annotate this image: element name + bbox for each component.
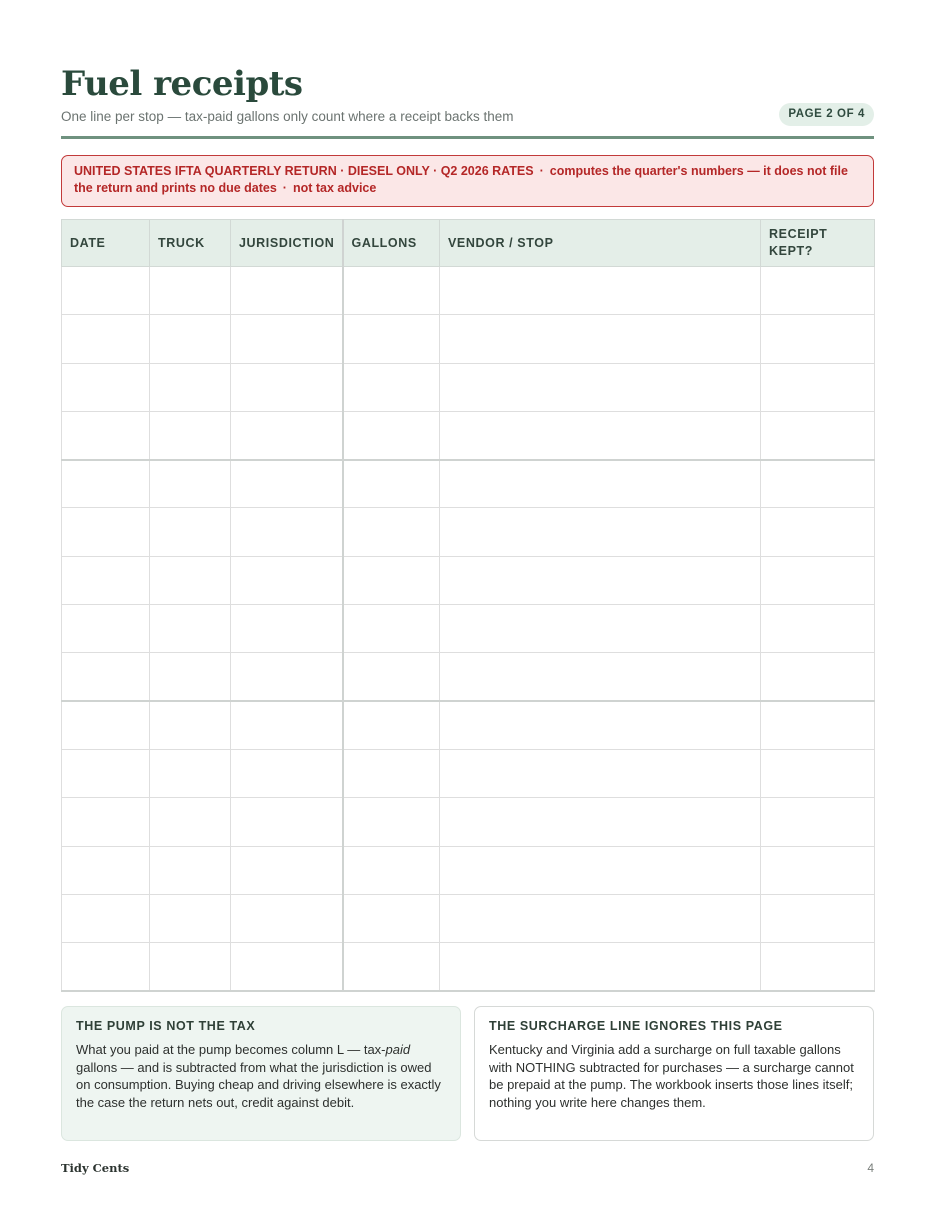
cell-jurisdiction [231,894,343,942]
table-row [62,460,875,508]
cell-truck [150,798,231,846]
cell-gallons [343,605,440,653]
cell-truck [150,508,231,556]
cell-jurisdiction [231,363,343,411]
cell-gallons [343,749,440,797]
disclaimer-banner: UNITED STATES IFTA QUARTERLY RETURN · DIESEL ONLY · Q2 2026 RATES · computes the quarter's numbers — it does not file the return and prints no due dates · not tax advice [61,155,874,207]
cell-vendor-stop [440,943,761,991]
header-rule [61,136,874,139]
cell-receipt-kept [761,846,875,894]
cell-vendor-stop [440,701,761,749]
cell-truck [150,943,231,991]
cell-receipt-kept [761,363,875,411]
note-body: Kentucky and Virginia add a surcharge on full taxable gallons with NOTHING subtracted for purchases — a surcharge cannot be prepaid at the pump. The workbook inserts those lines itself; nothing you write here changes them. [489,1042,854,1110]
cell-gallons [343,556,440,604]
cell-truck [150,605,231,653]
cell-date [62,508,150,556]
cell-vendor-stop [440,363,761,411]
cell-jurisdiction [231,508,343,556]
cell-jurisdiction [231,653,343,701]
column-header-date: DATE [62,220,150,267]
cell-vendor-stop [440,798,761,846]
cell-jurisdiction [231,605,343,653]
cell-receipt-kept [761,894,875,942]
table-header-row [62,220,875,267]
footer-brand: Tidy Cents [61,1161,130,1175]
note-title: THE SURCHARGE LINE IGNORES THIS PAGE [489,1019,783,1033]
cell-receipt-kept [761,411,875,459]
cell-gallons [343,701,440,749]
table-row [62,605,875,653]
cell-date [62,701,150,749]
note-pump-not-tax [61,1006,461,1141]
cell-vendor-stop [440,315,761,363]
cell-jurisdiction [231,267,343,315]
column-header-jurisdiction: JURISDICTION [231,220,343,267]
cell-date [62,605,150,653]
cell-truck [150,894,231,942]
cell-vendor-stop [440,460,761,508]
cell-gallons [343,267,440,315]
cell-jurisdiction [231,846,343,894]
note-title: THE PUMP IS NOT THE TAX [76,1019,256,1033]
cell-date [62,846,150,894]
table-row [62,701,875,749]
cell-date [62,943,150,991]
footer-page-number: 4 [867,1161,874,1175]
cell-receipt-kept [761,605,875,653]
table-row [62,363,875,411]
cell-gallons [343,315,440,363]
cell-gallons [343,460,440,508]
cell-gallons [343,363,440,411]
cell-receipt-kept [761,508,875,556]
table-row [62,653,875,701]
cell-vendor-stop [440,894,761,942]
cell-date [62,363,150,411]
table-row [62,749,875,797]
fuel-receipts-table [61,219,875,992]
cell-date [62,653,150,701]
cell-gallons [343,894,440,942]
note-body: What you paid at the pump becomes column L — tax-paid gallons — and is subtracted from what the jurisdiction is owed on consumption. Buying cheap and driving elsewhere is exactly the case the return nets out, credit against debit. [76,1042,441,1110]
cell-receipt-kept [761,315,875,363]
cell-truck [150,701,231,749]
cell-date [62,267,150,315]
table-row [62,846,875,894]
table-row [62,798,875,846]
cell-vendor-stop [440,411,761,459]
page-subtitle: One line per stop — tax-paid gallons only count where a receipt backs them [61,109,514,124]
disclaimer-computes: computes the quarter's numbers — it does not file the return and prints no due dates [74,164,848,195]
note-surcharge [474,1006,874,1141]
cell-receipt-kept [761,653,875,701]
cell-date [62,556,150,604]
cell-vendor-stop [440,556,761,604]
cell-gallons [343,508,440,556]
cell-jurisdiction [231,460,343,508]
page-title: Fuel receipts [61,64,303,104]
cell-vendor-stop [440,653,761,701]
column-header-truck: TRUCK [150,220,231,267]
cell-vendor-stop [440,508,761,556]
cell-vendor-stop [440,605,761,653]
cell-gallons [343,943,440,991]
cell-truck [150,411,231,459]
cell-truck [150,653,231,701]
cell-truck [150,749,231,797]
table-row [62,315,875,363]
cell-truck [150,315,231,363]
cell-jurisdiction [231,749,343,797]
cell-jurisdiction [231,556,343,604]
cell-gallons [343,411,440,459]
cell-date [62,411,150,459]
disclaimer-not-advice: not tax advice [292,181,377,195]
cell-jurisdiction [231,701,343,749]
cell-gallons [343,846,440,894]
column-header-vendor-stop: VENDOR / STOP [440,220,761,267]
table-row [62,508,875,556]
table-row [62,411,875,459]
cell-truck [150,556,231,604]
table-row [62,894,875,942]
cell-date [62,315,150,363]
column-header-gallons: GALLONS [343,220,440,267]
cell-gallons [343,653,440,701]
cell-truck [150,846,231,894]
cell-receipt-kept [761,798,875,846]
cell-jurisdiction [231,798,343,846]
cell-date [62,460,150,508]
cell-receipt-kept [761,556,875,604]
table-row [62,267,875,315]
cell-vendor-stop [440,267,761,315]
cell-vendor-stop [440,846,761,894]
page-badge: PAGE 2 OF 4 [779,103,874,126]
column-header-receipt-kept: RECEIPT KEPT? [761,220,875,267]
cell-receipt-kept [761,267,875,315]
cell-date [62,749,150,797]
cell-receipt-kept [761,460,875,508]
table-row [62,556,875,604]
table-row [62,943,875,991]
cell-receipt-kept [761,943,875,991]
cell-vendor-stop [440,749,761,797]
cell-gallons [343,798,440,846]
cell-truck [150,460,231,508]
table-body [62,267,875,991]
cell-receipt-kept [761,749,875,797]
cell-date [62,798,150,846]
cell-receipt-kept [761,701,875,749]
cell-truck [150,363,231,411]
cell-truck [150,267,231,315]
cell-jurisdiction [231,411,343,459]
cell-date [62,894,150,942]
cell-jurisdiction [231,315,343,363]
disclaimer-scope: UNITED STATES IFTA QUARTERLY RETURN · DIESEL ONLY · Q2 2026 RATES [74,164,534,178]
cell-jurisdiction [231,943,343,991]
